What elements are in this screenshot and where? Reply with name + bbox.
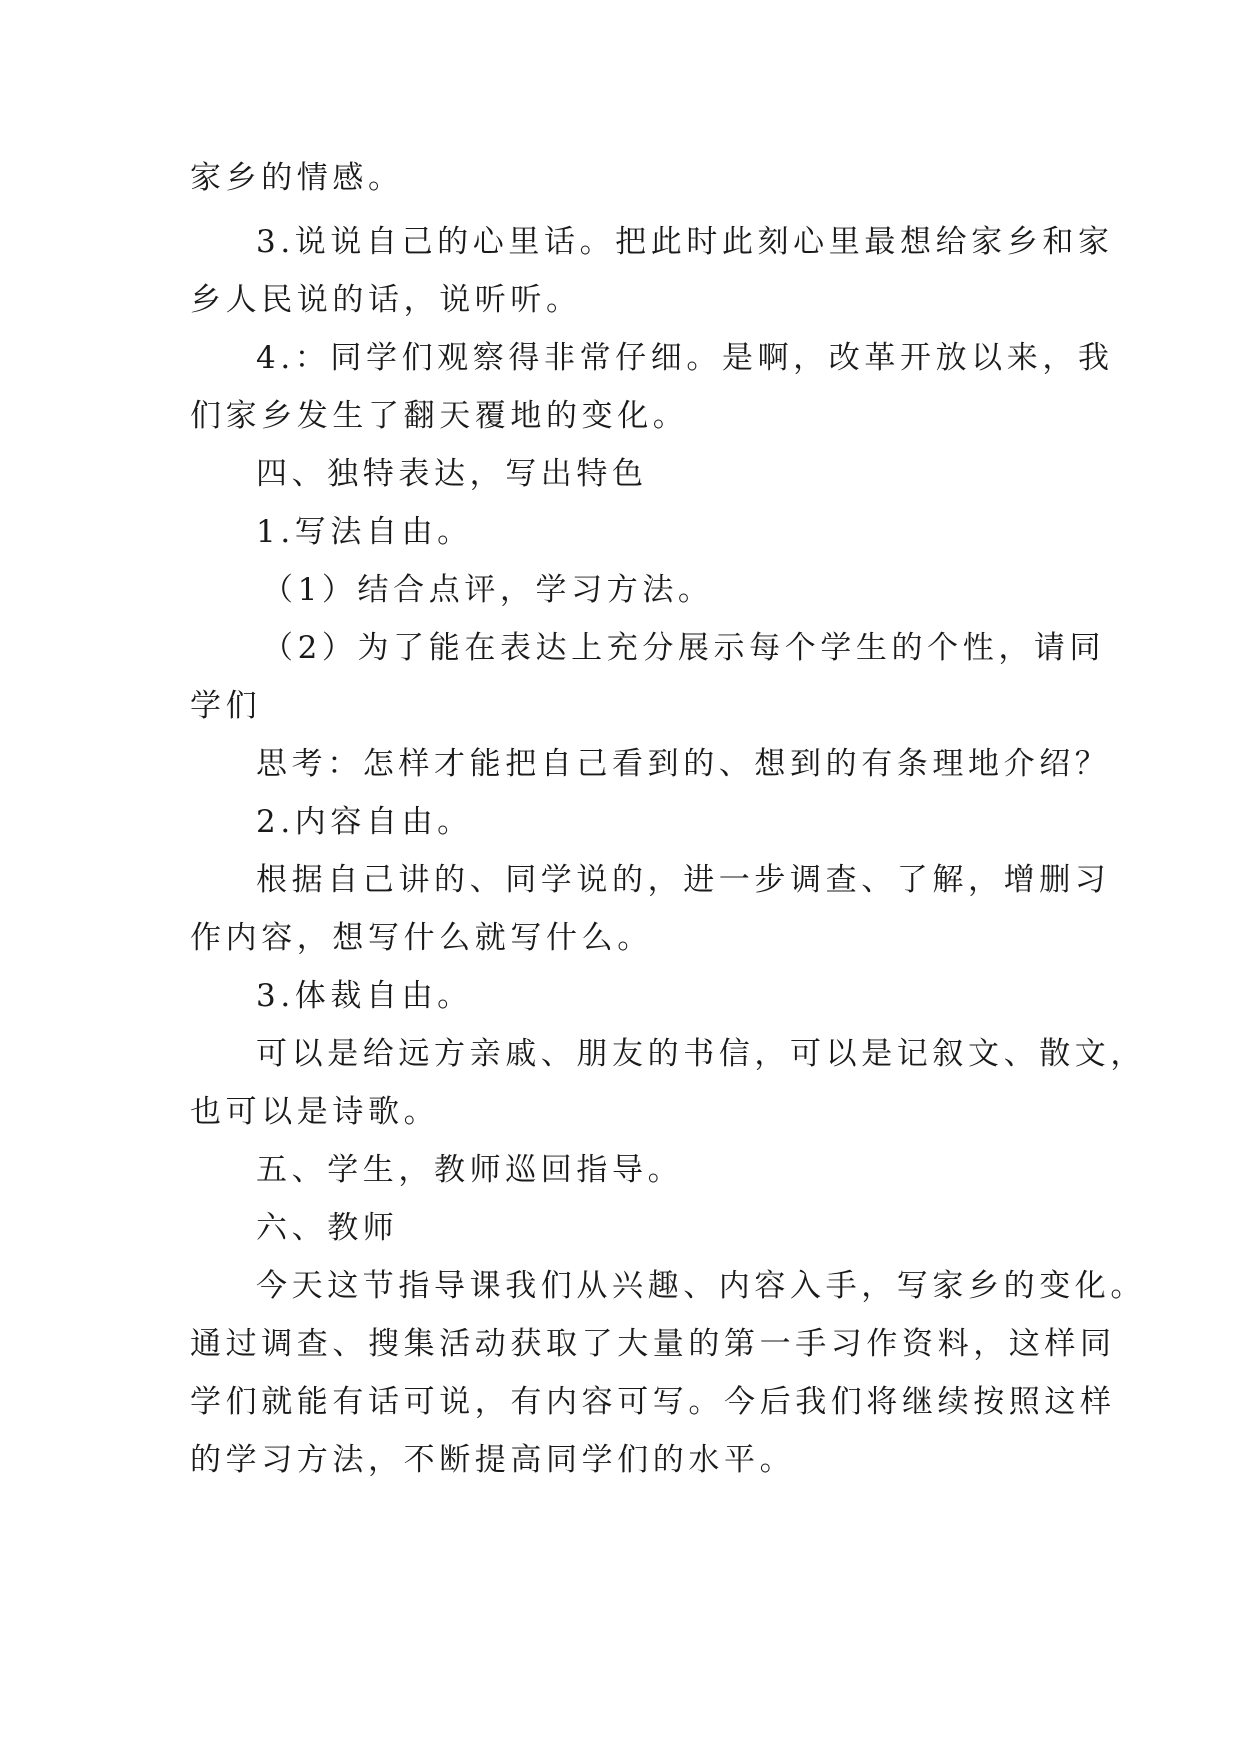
section-heading: 四、独特表达，写出特色 [256,456,648,492]
text-line: 3.体裁自由。 [256,978,473,1014]
section-heading: 六、教师 [256,1210,399,1246]
text-line: 学们就能有话可说，有内容可写。今后我们将继续按照这样 [190,1384,1116,1420]
text-line: 2.内容自由。 [256,804,473,840]
text-line: 家乡的情感。 [190,160,404,196]
text-line: 4.：同学们观察得非常仔细。是啊，改革开放以来，我 [256,340,1114,376]
text-line: 也可以是诗歌。 [190,1094,440,1130]
text-line: 思考：怎样才能把自己看到的、想到的有条理地介绍？ [256,746,1111,782]
text-line: 乡人民说的话，说听听。 [190,282,582,318]
text-line: （1）结合点评，学习方法。 [262,572,714,608]
text-line: 的学习方法，不断提高同学们的水平。 [190,1442,796,1478]
text-line: 根据自己讲的、同学说的，进一步调查、了解，增删习 [256,862,1111,898]
text-line: 可以是给远方亲戚、朋友的书信，可以是记叙文、散文， [256,1036,1146,1072]
text-line: 通过调查、搜集活动获取了大量的第一手习作资料，这样同 [190,1326,1116,1362]
section-heading: 五、学生，教师巡回指导。 [256,1152,684,1188]
text-line: 1.写法自由。 [256,514,473,550]
text-line: 作内容，想写什么就写什么。 [190,920,653,956]
text-line: 们家乡发生了翻天覆地的变化。 [190,398,689,434]
text-line: 3.说说自己的心里话。把此时此刻心里最想给家乡和家 [256,224,1114,260]
text-line: 学们 [190,688,262,724]
text-line: （2）为了能在表达上充分展示每个学生的个性，请同 [262,630,1106,666]
text-line: 今天这节指导课我们从兴趣、内容入手，写家乡的变化。 [256,1268,1146,1304]
